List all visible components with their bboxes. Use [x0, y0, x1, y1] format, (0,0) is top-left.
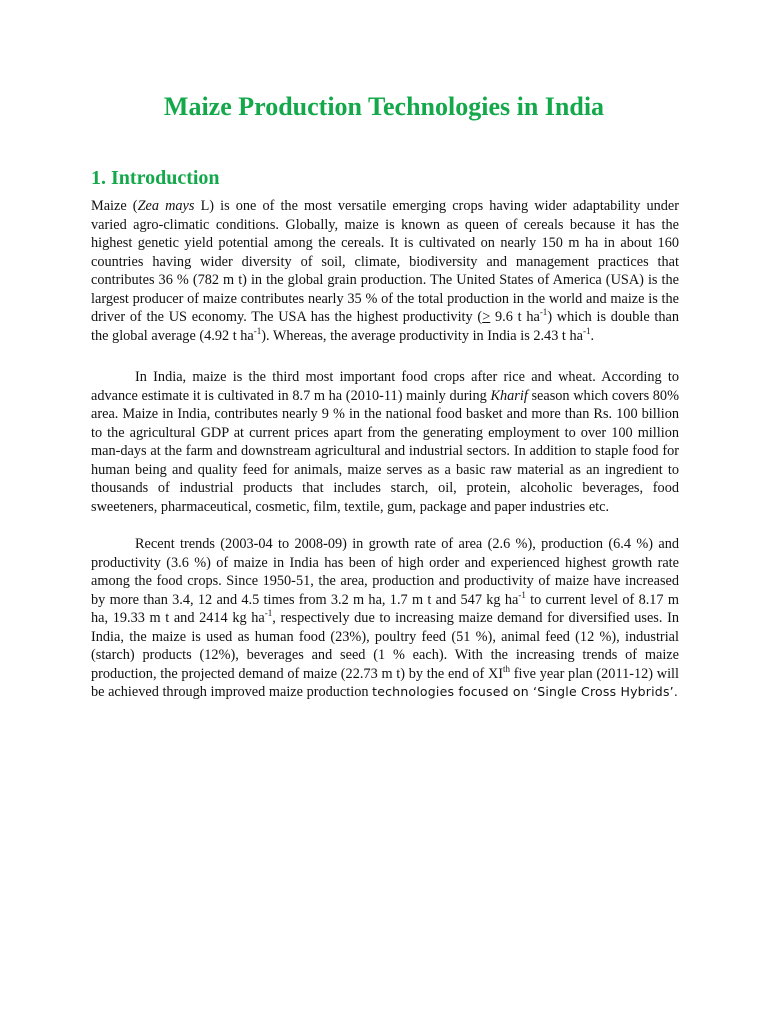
p1-superscript-2: -1 — [253, 325, 262, 336]
p1-text-c: L) is one of the most versatile emerging crops having wider adaptability under varied agro-climatic conditions. Globally, maize is known as queen of cereals because it has the highest genetic yield potential among the cereals. It is cultivated on nearly 150 m ha in about 160 countries having wider diversity of soil, climate, biodiversity and management practices that contributes 36 % (782 m t) in the global grain production. The United States of America (USA) is the largest producer of maize contributes nearly 35 % of the total production in the world and maize is the driver of the US economy. The USA has the highest productivity ( — [91, 198, 680, 325]
p1-text-a: Maize ( — [91, 198, 138, 214]
p3-superscript-th: th — [503, 663, 511, 674]
p1-text-k: . — [590, 327, 595, 344]
p2-season-name: Kharif — [490, 387, 528, 404]
section-heading-introduction: 1. Introduction — [91, 167, 220, 189]
p1-text-e: 9.6 t ha — [490, 309, 540, 325]
p3-text-e: , respectively due to increasing maize demand for diversified uses. In India, the maize is used as human food (23%), poultry feed (51 %), animal feed (12 %), industrial (starch) products (12%), beverages and seed (1 % each). With the increasing trends of maize production, the projected demand of maize (22.73 m t) by the end of XI — [91, 610, 679, 682]
p3-text-a: Recent trends (2003-04 to 2008-09) in growth rate of area (2.6 %), production (6.4 %) and productivity (3.6 %) of maize in India has been of high order and experienced highest growth rate among the food crops. Since 1950-51, the area, production and productivity of maize have increased by more than 3.4, 12 and 4.5 times from 3.2 m ha, 1.7 m t and 547 kg ha — [91, 536, 679, 608]
p1-ge-symbol: > — [482, 309, 491, 325]
p1-text-g: ) which is double than the global average (4.92 t ha — [91, 309, 680, 344]
p3-superscript-2: -1 — [264, 608, 273, 619]
p2-text-c: season which covers 80% area. Maize in India, contributes nearly 9 % in the national food basket and more than Rs. 100 billion to the agricultural GDP at current prices apart from the generating employment to over 100 million man-days at the farm and downstream agricultural and industrial sectors. In addition to staple food for human being and quality feed for animals, maize serves as a basic raw material as an ingredient to thousands of industrial products that includes starch, oil, protein, alcoholic beverages, food sweeteners, pharmaceutical, cosmetic, film, textile, gum, package and paper industries etc. — [91, 387, 679, 515]
paragraph-2 — [91, 368, 679, 516]
p3-text-g: five year plan (2011-12) will be achieved through improved maize production — [91, 665, 679, 700]
p1-superscript-3: -1 — [582, 325, 591, 336]
p2-text-a: In India, maize is the third most important food crops after rice and wheat. According to advance estimate it is cultivated in 8.7 m ha (2010-11) mainly during — [91, 369, 679, 404]
p3-superscript-1: -1 — [518, 589, 526, 600]
p3-text-tail: technologies focused on ‘Single Cross Hybrids’. — [372, 684, 679, 699]
p1-species-name: Zea mays — [137, 198, 195, 214]
p1-superscript-1: -1 — [539, 307, 548, 318]
p1-text-i: ). Whereas, the average productivity in India is 2.43 t ha — [261, 327, 583, 344]
document-title: Maize Production Technologies in India — [163, 92, 605, 121]
paragraph-1 — [91, 197, 679, 345]
paragraph-3 — [91, 535, 679, 702]
p3-text-c: to current level of 8.17 m ha, 19.33 m t and 2414 kg ha — [91, 591, 679, 626]
